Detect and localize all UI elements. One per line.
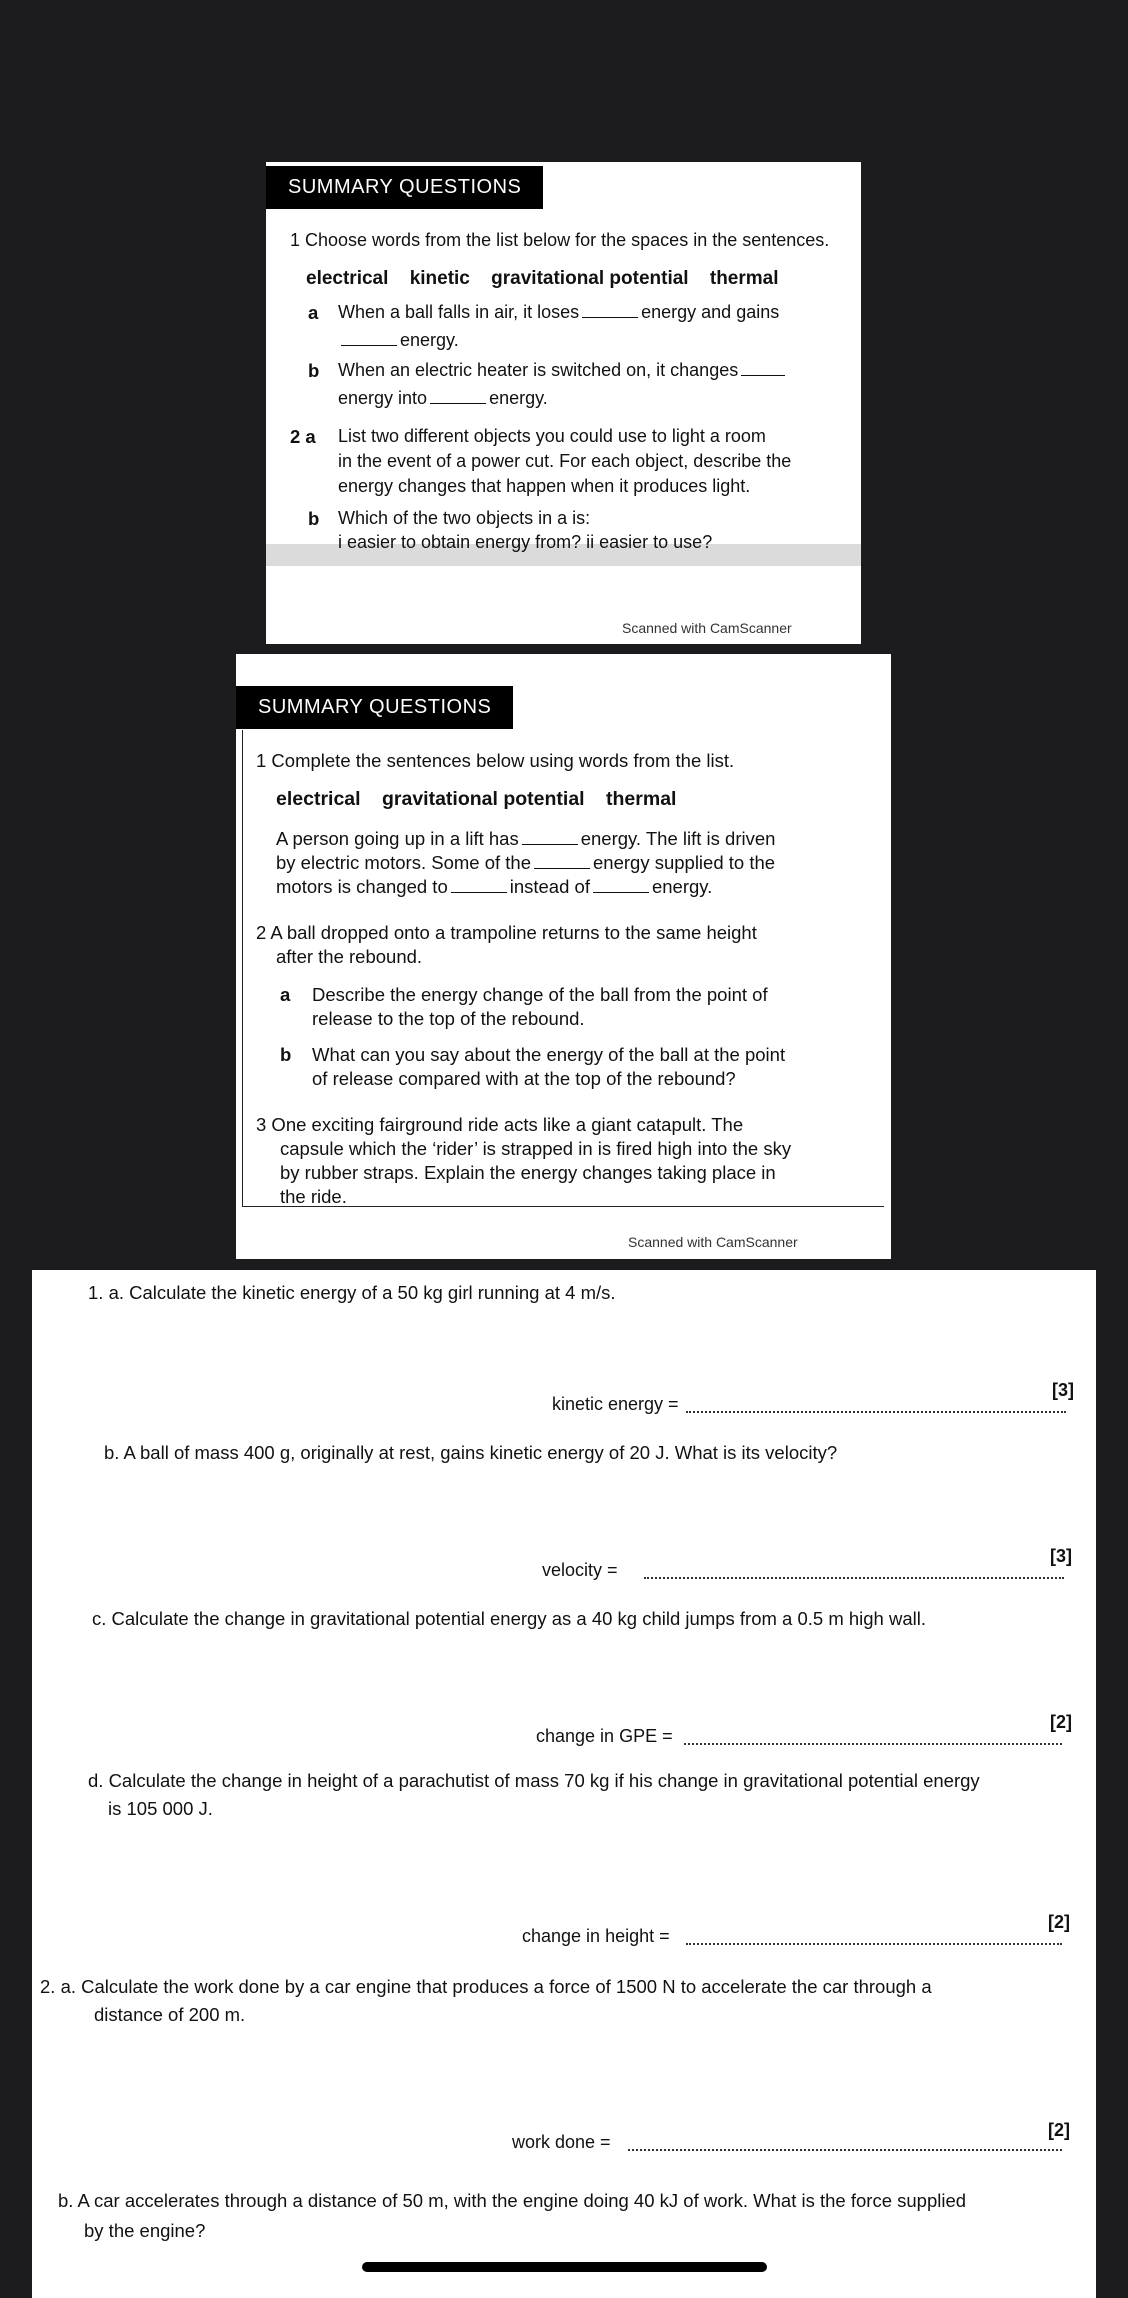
p2-l2 <box>276 852 775 874</box>
ws-q2a-answer: work done = <box>512 2132 611 2152</box>
p1-b-post: energy. <box>489 388 548 408</box>
p1-q2a-l1: List two different objects you could use to light a room <box>338 426 766 446</box>
word-thermal-2: thermal <box>606 788 677 810</box>
ws-q1c: c. Calculate the change in gravitational potential energy as a 40 kg child jumps from a 0.5 m high wall. <box>92 1608 926 1629</box>
p2-q2a-label: a <box>280 984 291 1005</box>
p1-a-line2 <box>338 330 459 351</box>
p2-q3-l3: by rubber straps. Explain the energy changes taking place in <box>280 1162 776 1183</box>
p1-b-l1: When an electric heater is switched on, it changes <box>338 360 739 380</box>
blank <box>341 344 397 346</box>
ws-q2a-l2: distance of 200 m. <box>94 2004 246 2025</box>
summary-card-2 <box>236 654 891 1259</box>
ws-q2b-l2: by the engine? <box>84 2220 206 2241</box>
ws-q1d-mark: [2] <box>1048 1912 1070 1932</box>
blank <box>451 891 507 893</box>
p1-word-list <box>306 268 795 290</box>
ws-q2b-l1: b. A car accelerates through a distance of 50 m, with the engine doing 40 kJ of work. What is the force supplied <box>58 2190 967 2211</box>
ws-q1b: b. A ball of mass 400 g, originally at rest, gains kinetic energy of 20 J. What is its velocity? <box>104 1442 838 1463</box>
word-electrical-2: electrical <box>276 788 361 810</box>
ws-q1b-mark: [3] <box>1050 1546 1072 1566</box>
p1-a-line1 <box>338 302 779 323</box>
blank <box>430 402 486 404</box>
p1-a-post: energy and gains <box>641 302 780 322</box>
worksheet <box>32 1270 1096 2298</box>
home-indicator[interactable] <box>362 2262 767 2272</box>
p2-q2b-label: b <box>280 1044 292 1065</box>
ws-q2a-l1: 2. a. Calculate the work done by a car engine that produces a force of 1500 N to accelerate the car through a <box>40 1976 932 1997</box>
ws-q2a-mark: [2] <box>1048 2120 1070 2140</box>
p2-q2-l2: after the rebound. <box>276 946 423 967</box>
p2-l1-post: energy. The lift is driven <box>580 828 776 849</box>
p2-q3-l4: the ride. <box>280 1186 347 1207</box>
p1-a-l2: energy. <box>400 330 459 350</box>
word-gpe: gravitational potential <box>491 268 689 289</box>
p1-b-line1 <box>338 360 788 381</box>
p2-l2-pre: by electric motors. Some of the <box>276 852 531 873</box>
p2-l3-post: energy. <box>651 876 713 897</box>
blank <box>741 374 785 376</box>
blank <box>522 843 578 845</box>
summary-card-1 <box>266 162 861 644</box>
p2-q2-l1: 2 A ball dropped onto a trampoline returns to the same height <box>256 922 757 943</box>
word-gpe-2: gravitational potential <box>381 788 585 810</box>
ws-q1c-answer: change in GPE = <box>536 1726 673 1746</box>
p2-q2a-l2: release to the top of the rebound. <box>312 1008 585 1029</box>
ws-q1c-line <box>684 1742 1062 1745</box>
p1-q1: 1 Choose words from the list below for the spaces in the sentences. <box>290 230 830 250</box>
ws-q1a-answer: kinetic energy = <box>552 1394 679 1414</box>
p1-b-label: b <box>308 360 320 381</box>
word-kinetic: kinetic <box>409 268 470 289</box>
p1-q2b-label: b <box>308 508 320 529</box>
ws-q1b-answer: velocity = <box>542 1560 618 1580</box>
ws-q2a-line <box>628 2148 1062 2151</box>
p1-q2b-l1: Which of the two objects in a is: <box>338 508 591 528</box>
ws-q1b-line <box>644 1576 1064 1579</box>
p2-l2-post: energy supplied to the <box>593 852 776 873</box>
ws-q1a-line <box>686 1410 1066 1413</box>
p2-q3-l1: 3 One exciting fairground ride acts like a giant catapult. The <box>256 1114 744 1135</box>
p2-q1: 1 Complete the sentences below using words from the list. <box>256 750 735 771</box>
p2-l1 <box>276 828 775 850</box>
p2-word-list <box>276 788 692 811</box>
blank <box>534 867 590 869</box>
summary-header-1: SUMMARY QUESTIONS <box>266 166 543 209</box>
word-thermal: thermal <box>709 268 779 289</box>
p2-l1-pre: A person going up in a lift has <box>276 828 519 849</box>
p1-b-line2 <box>338 388 548 409</box>
blank <box>593 891 649 893</box>
word-electrical: electrical <box>306 268 389 289</box>
p1-q2-label: 2 a <box>290 426 316 447</box>
summary-header-2: SUMMARY QUESTIONS <box>236 686 513 729</box>
p1-q2b-l2: i easier to obtain energy from? ii easier to use? <box>338 532 713 552</box>
p2-q2b-l1: What can you say about the energy of the ball at the point <box>312 1044 786 1065</box>
ws-q1c-mark: [2] <box>1050 1712 1072 1732</box>
p1-q2a-l3: energy changes that happen when it produces light. <box>338 476 751 496</box>
camscanner-label-2: Scanned with CamScanner <box>628 1234 798 1250</box>
p2-q3-l2: capsule which the ‘rider’ is strapped in is fired high into the sky <box>280 1138 792 1159</box>
ws-q1d-line <box>686 1942 1062 1945</box>
p2-l3-pre: motors is changed to <box>276 876 448 897</box>
p1-a-label: a <box>308 302 319 323</box>
camscanner-label-1: Scanned with CamScanner <box>622 620 792 636</box>
ws-q1a-mark: [3] <box>1052 1380 1074 1400</box>
p1-a-pre: When a ball falls in air, it loses <box>338 302 580 322</box>
ws-q1d-answer: change in height = <box>522 1926 670 1946</box>
p1-q2a-l2: in the event of a power cut. For each object, describe the <box>338 451 792 471</box>
p2-q2b-l2: of release compared with at the top of the rebound? <box>312 1068 736 1089</box>
p2-l3 <box>276 876 712 898</box>
p1-b-pre: energy into <box>338 388 428 408</box>
ws-q1d-l2: is 105 000 J. <box>108 1798 213 1819</box>
ws-q1d-l1: d. Calculate the change in height of a parachutist of mass 70 kg if his change in gravitational potential energy <box>88 1770 980 1791</box>
p2-q2a-l1: Describe the energy change of the ball from the point of <box>312 984 768 1005</box>
p2-l3-mid: instead of <box>509 876 590 897</box>
blank <box>582 316 638 318</box>
ws-q1a: 1. a. Calculate the kinetic energy of a 50 kg girl running at 4 m/s. <box>88 1282 616 1303</box>
